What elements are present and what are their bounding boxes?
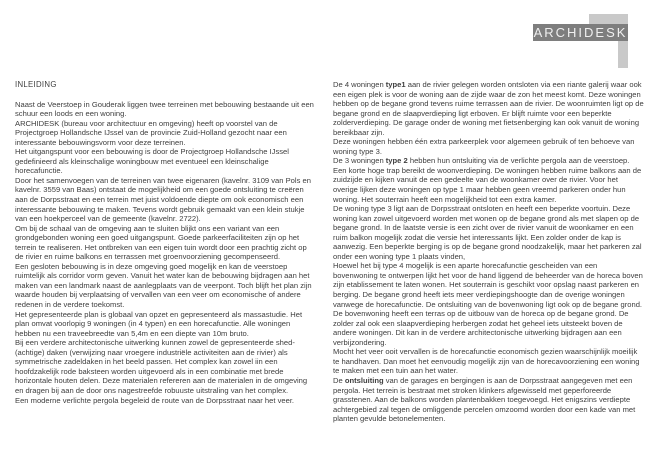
text-segment: Mocht het veer ooit vervallen is de horecafunctie economisch gezien waarschijnlijk moeilijk te handhaven. Dan moet het eenvoudig mogelijk zijn van de horecavoorziening een woning te maken met een tuin aan het water. xyxy=(333,347,640,376)
paragraph xyxy=(15,310,315,339)
paragraph xyxy=(15,338,315,395)
bold-text: type1 xyxy=(385,80,406,89)
paragraph xyxy=(333,347,644,376)
bold-text: ontsluiting xyxy=(344,375,384,385)
text-segment: De woning type 3 ligt aan de Dorpsstraat ontsloten en heeft een beperkte voortuin. Deze woning kan zowel uitgevoerd worden met wonen op de begane grond als met slapen op de begane grond. In de laatste versie is een zicht over de rivier vanuit de woonkamer en een ruim balkon mogelijk zodat die versie het interessants lijkt. Een zolder onder de kap is aanwezig. Een beperkte berging is op de begane grond noodzakelijk, maar het parkeren zal onder een woning type 1 plaats vinden, xyxy=(333,204,642,261)
text-segment: De 4 woningen xyxy=(333,80,386,89)
archidesk-logo xyxy=(533,24,628,41)
text-segment: Deze woningen hebben één extra parkeerplek voor algemeen gebruik of ten behoeve van woning type 3. xyxy=(333,137,635,156)
logo-accent-vertical-bar xyxy=(618,14,628,68)
paragraph xyxy=(333,137,644,156)
paragraph xyxy=(15,396,315,406)
text-segment: Een moderne verlichte pergola begeleid de route van de Dorpsstraat naar het veer. xyxy=(15,395,295,405)
paragraph xyxy=(15,224,315,262)
paragraph xyxy=(333,376,644,424)
text-segment: De 3 woningen xyxy=(333,156,386,166)
paragraph xyxy=(333,156,644,204)
left-column xyxy=(15,80,315,405)
text-segment: Om bij de schaal van de omgeving aan te sluiten blijkt ons een variant van een grondgebonden woning een goed uitgangspunt. Goede parkeerfaciliteiten zijn op het terrein te realiseren. Het ontbreken van een eigen tuin wordt door een prachtig zicht op de rivier en ruime balkons en terrassen met groenvoorziening gecompenseerd. xyxy=(15,223,307,262)
paragraph xyxy=(15,262,315,310)
text-segment: Het gepresenteerde plan is globaal van opzet en gepresenteerd als massastudie. Het plan omvat voorlopig 9 woningen (in 4 typen) en een horecafunctie. Alle woningen hebben nu een traveebreedte van 5,4m en een diepte van 10m bruto. xyxy=(15,309,303,338)
text-segment: ARCHIDESK (bureau voor architectuur en omgeving) heeft op voorstel van de Projectgroep Hollandsche IJssel van de provincie Zuid-Holland gezocht naar een interessante bebouwingsvorm voor deze terreinen. xyxy=(15,118,287,147)
text-segment: Hoewel het bij type 4 mogelijk is een aparte horecafunctie gescheiden van een bovenwoning te ontwerpen lijkt het voor de hand liggend de beheerder van de horeca boven zijn etablissement te laten wonen. Het souterrain is geschikt voor opslag naast parkeren en berging. De begane grond heeft iets meer verdiepingshoogte dan de overige woningen vanwege de horecafunctie. De ontsluiting van de bovenwoning ligt ook op de begane grond. De bovenwoning heeft een terras op de uitbouw van de horeca op de begane grond. De zolder zal ook een slaapverdieping herbergen zodat het geheel iets uitsteekt boven de andere woningen. Dit kan in de verdere architectonische uitwerking bijdragen aan een verbijzondering. xyxy=(333,261,643,347)
text-segment: Een gesloten bebouwing is in deze omgeving goed mogelijk en kan de veerstoep ruimtelijk als corridor vorm geven. Vanuit het water kan de bebouwing bijdragen aan het maken van een landmark naast de aanlegplaats van de veerpont. Toch blijft het plan zijn waarde houden bij verplaatsing of vervallen van een veer om economische of andere redenen in de verdere toekomst. xyxy=(15,261,312,310)
paragraph xyxy=(15,147,315,176)
paragraph xyxy=(15,176,315,224)
paragraph xyxy=(333,204,644,261)
left-column-paragraphs xyxy=(15,100,315,406)
text-segment: Het uitgangspunt voor een bebouwing is door de Projectgroep Hollandsche IJssel gedefinieerd als kleinschalige woningbouw met eventueel een kleinschalige horecafunctie. xyxy=(15,147,289,176)
text-segment: Door het samenvoegen van de terreinen van twee eigenaren (kavelnr. 3109 van Pols en kavelnr. 3559 van Baas) ontstaat de mogelijkheid om een goede ontsluiting te creëren aan de Dorpsstraat en een terrein met juist voldoende diepte om ook economisch een interessante bebouwing te maken. Tevens wordt gebruik gemaakt van een klein stukje van een hoekperceel van de gemeente (kavelnr. 2722). xyxy=(15,175,311,224)
archidesk-logo-text: ARCHIDESK xyxy=(533,25,628,40)
text-segment: Naast de Veerstoep in Gouderak liggen twee terreinen met bebouwing bestaande uit een schuur een loods en een woning. xyxy=(15,99,314,119)
text-segment: aan de rivier gelegen worden ontsloten via een riante galerij waar ook een eigen plek is voor de woning aan de zijde waar de zon het meest komt. Deze woningen hebben op de begane grond tevens ruime terrassen aan de rivier. De woonruimten ligt op de begane grond en de slaapverdieping ligt erboven. Er blijft ruimte voor een beperkte zolderverdieping. De garage onder de woning met fietsenberging kan ook vanuit de woning bereikbaar zijn. xyxy=(333,80,644,137)
bold-text: type 2 xyxy=(385,156,408,166)
text-segment: De xyxy=(333,375,345,385)
right-column xyxy=(333,80,644,424)
paragraph xyxy=(333,261,644,347)
paragraph xyxy=(15,100,315,119)
paragraph xyxy=(15,119,315,148)
text-segment: hebben hun ontsluiting via de verlichte pergola aan de veerstoep. Een korte hoge trap bereikt de woonverdieping. De woningen hebben ruime balkons aan de zuidzijde en kijken vanuit de een gedeelte van de woonkamer over de rivier. Voor het overige lijken deze woningen op type 1 maar hebben geen vreemd parkeren onder hun woning. Het souterrain heeft een mogelijkheid tot een extra kamer. xyxy=(333,156,642,204)
text-segment: van de garages en bergingen is aan de Dorpsstraat aangegeven met een pergola. Het terrein is bestraat met stroken klinkers afgewisseld met geperforeerde grasstenen. Aan de balkons worden plantenbakken toegevoegd. Het enigszins verdiepte achtergebied zal tegen de omliggende percelen omzoomd worden door een kade van met planten gevulde betonelementen. xyxy=(333,375,636,424)
text-segment: Bij een verdere architectonische uitwerking kunnen zowel de gepresenteerde shed-(achtige) daken (verwijzing naar vroegere industriële activiteiten aan de rivier) als symmetrische zadeldaken in het beeld passen. Het complex kan zowel iin een hoofdzakelijk rode baksteen worden uitgevoerd als in een combinatie met brede horizontale houten delen. Deze materialen refereren aan de materialen in de omgeving en dragen bij aan de door ons nagestreefde robuuste uitstraling van het complex. xyxy=(15,338,308,395)
section-heading-inleiding: INLEIDING xyxy=(15,80,57,89)
right-column-paragraphs xyxy=(333,80,644,424)
paragraph xyxy=(333,80,644,137)
